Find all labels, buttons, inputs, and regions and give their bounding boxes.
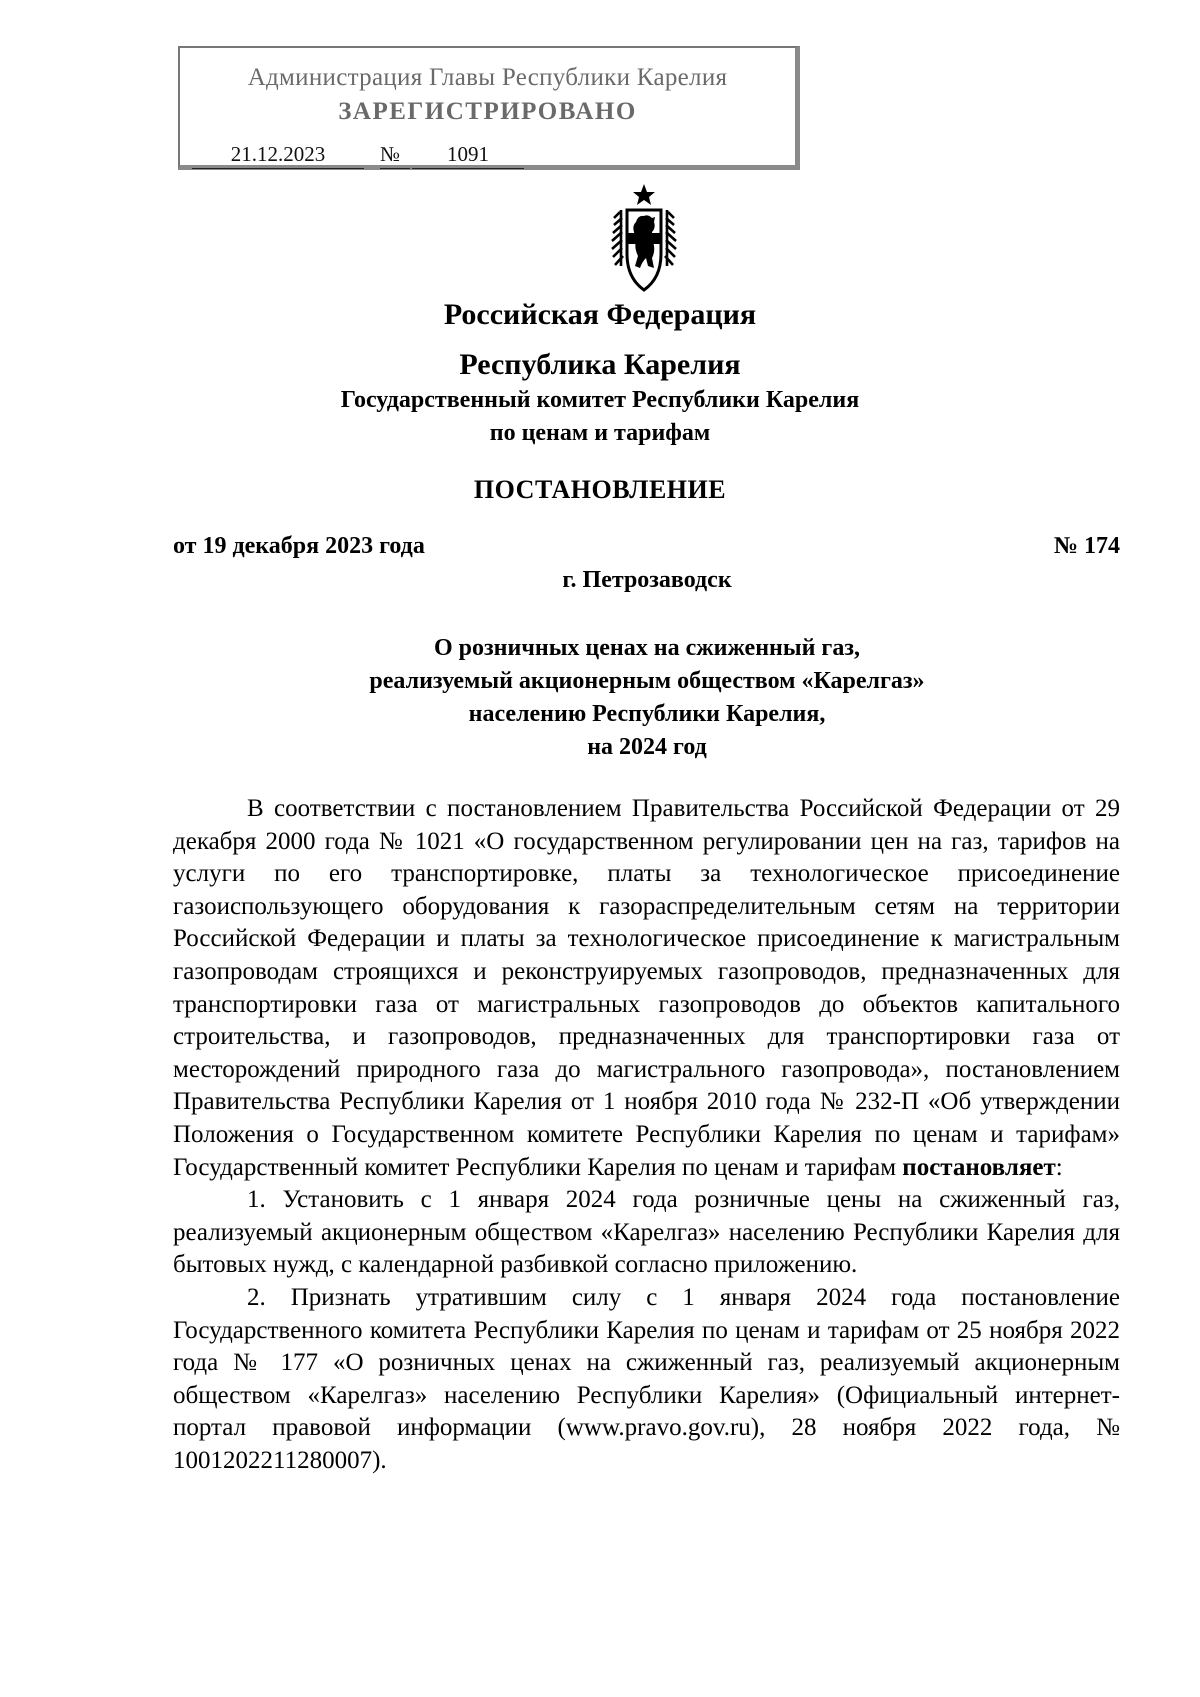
decree-word: постановляет [902, 1153, 1056, 1181]
title-line: О розничных ценах на сжиженный газ, [434, 635, 860, 661]
stamp-organization: Администрация Главы Республики Карелия [247, 64, 728, 91]
stamp-date: 21.12.2023 [192, 140, 364, 169]
item-2: 2. Признать утратившим силу с 1 января 2024 года постановление Государственного комитета Республики Карелия по ценам и тарифам от 25 ноября 2022 года № 177 «О розничных ценах на сжиженный газ, реализуемый акционерным обществом «Карелгаз» населению Республики Карелия» (Официальный интернет-портал правовой информации (www.pravo.gov.ru), 28 ноября 2022 года, № 1001202211280007). [173, 1283, 1120, 1474]
federation-heading: Российская Федерация [443, 298, 757, 331]
title-line: населению Республики Карелия, [468, 701, 826, 727]
stamp-status: ЗАРЕГИСТРИРОВАНО [338, 98, 637, 125]
document-type: ПОСТАНОВЛЕНИЕ [473, 475, 727, 504]
document-number: № 174 [1053, 533, 1120, 559]
document-body [173, 793, 1120, 1477]
committee-heading-line1: Государственный комитет Республики Карелия [340, 387, 860, 413]
preamble-end: : [1055, 1153, 1063, 1181]
preamble-paragraph [173, 793, 1120, 1184]
coat-of-arms-icon [600, 182, 688, 294]
republic-heading: Республика Карелия [459, 348, 741, 381]
committee-heading-line2: по ценам и тарифам [489, 420, 711, 446]
item-1: 1. Установить с 1 января 2024 года розничные цены на сжиженный газ, реализуемый акционерным обществом «Карелгаз» населению Республики Карелия для бытовых нужд, с календарной разбивкой согласно приложению. [173, 1186, 1120, 1279]
stamp-number-label: № [380, 140, 410, 169]
document-title [0, 632, 1200, 764]
document-date: от 19 декабря 2023 года [173, 533, 425, 559]
title-line: реализуемый акционерным обществом «Карелгаз» [369, 668, 925, 694]
title-line: на 2024 год [587, 734, 707, 760]
document-city: г. Петрозаводск [562, 567, 732, 593]
preamble-text: В соответствии с постановлением Правительства Российской Федерации от 29 декабря 2000 года № 1021 «О государственном регулировании цен на газ, тарифов на услуги по его транспортировке, платы за технологическое присоединение газоиспользующего оборудования к газораспределительным сетям на территории Российской Федерации и платы за технологическое присоединение к магистральным газопроводам строящихся и реконструируемых газопроводов, предназначенных для транспортировки газа от магистральных газопроводов до объектов капитального строительства, и газопроводов, предназначенных для транспортировки газа от месторождений природного газа до магистрального газопровода», постановлением Правительства Республики Карелия от 1 ноября 2010 года № 232-П «Об утверждении Положения о Государственном комитете Республики Карелия по ценам и тарифам» Государственный комитет Республики Карелия по ценам и тарифам [173, 795, 1120, 1181]
stamp-number: 1091 [412, 140, 524, 169]
registration-stamp [178, 46, 800, 170]
